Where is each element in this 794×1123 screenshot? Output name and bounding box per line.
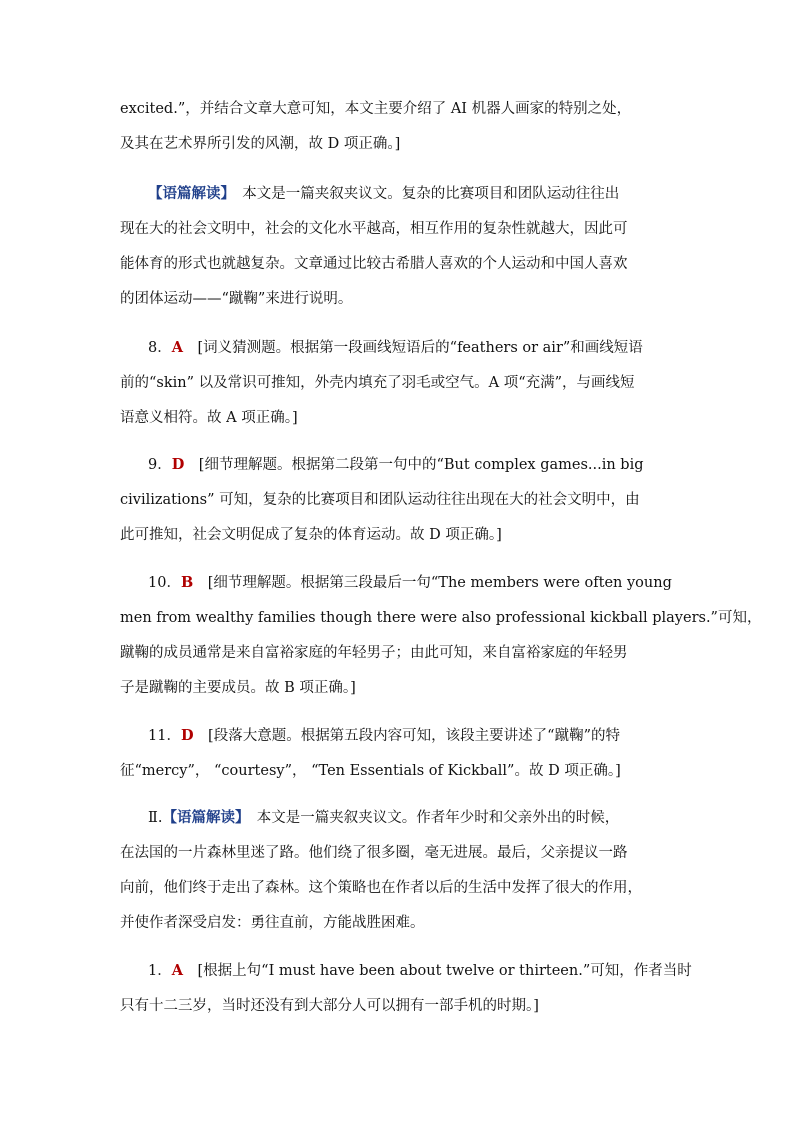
answer-explanation-8 (120, 330, 675, 436)
first-line-text: 本文是一篇夹叙夹议文。复杂的比赛项目和团队运动往往出 (227, 186, 620, 202)
first-line-text: 本文是一篇夹叙夹议文。作者年少时和父亲外出的时候， (242, 810, 620, 826)
text-line: 征“mercy”， “courtesy”， “Ten Essentials of Kickball”。故 D 项正确。] (120, 763, 621, 779)
text-line: 并使作者深受启发：勇往直前，方能战胜困难。 (120, 915, 425, 931)
text-line: 前的“skin” 以及常识可推知，外壳内填充了羽毛或空气。A 项“充满”，与画线短 (120, 375, 635, 391)
answer-letter: D (180, 727, 194, 744)
text-line: 向前，他们终于走出了森林。这个策略也在作者以后的生活中发挥了很大的作用， (120, 880, 642, 896)
continuation-paragraph (120, 92, 675, 162)
text-line: excited.”，并结合文章大意可知，本文主要介绍了 AI 机器人画家的特别之处， (120, 101, 632, 117)
first-line-text: [细节理解题。根据第三段最后一句“The members were often young (193, 575, 672, 591)
text-line (120, 330, 675, 366)
answer-explanation-10 (120, 565, 762, 706)
first-line-text: [根据上句“I must have been about twelve or thirteen.”可知，作者当时 (183, 963, 692, 979)
text-line (120, 565, 675, 601)
answer-letter: A (171, 962, 183, 979)
answer-explanation-9 (120, 447, 675, 553)
first-line-text: [段落大意题。根据第五段内容可知，该段主要讲述了“蹴鞠”的特 (193, 728, 621, 744)
passage-interpretation-paragraph (120, 176, 675, 317)
question-number: 8． (148, 340, 172, 356)
text-line: 只有十二三岁，当时还没有到大部分人可以拥有一部手机的时期。] (120, 998, 539, 1014)
question-number: 1． (148, 963, 172, 979)
text-line (120, 800, 675, 836)
text-line (120, 718, 675, 754)
passage-interpretation-heading: 【语篇解读】 (162, 809, 243, 826)
text-line: 蹴鞠的成员通常是来自富裕家庭的年轻男子；由此可知，来自富裕家庭的年轻男 (120, 645, 628, 661)
first-line-text: [细节理解题。根据第二段第一句中的“But complex games...in big (184, 457, 644, 473)
answer-explanation-11 (120, 718, 675, 789)
text-line (120, 953, 692, 989)
question-number: 11． (148, 728, 181, 744)
question-number: 9． (148, 457, 172, 473)
text-line: civilizations” 可知，复杂的比赛项目和团队运动往往出现在大的社会文明中，由 (120, 492, 640, 508)
answer-explanation-1 (120, 953, 692, 1024)
section-ii-interpretation-paragraph (120, 800, 675, 941)
text-line: 语意义相符。故 A 项正确。] (120, 410, 298, 426)
text-line: 能体育的形式也就越复杂。文章通过比较古希腊人喜欢的个人运动和中国人喜欢 (120, 256, 628, 272)
text-line: 的团体运动——“蹴鞠”来进行说明。 (120, 291, 353, 307)
question-number: 10． (148, 575, 181, 591)
text-line: 子是蹴鞠的主要成员。故 B 项正确。] (120, 680, 356, 696)
text-line: 及其在艺术界所引发的风潮，故 D 项正确。] (120, 136, 401, 152)
text-line: 现在大的社会文明中，社会的文化水平越高，相互作用的复杂性就越大，因此可 (120, 221, 628, 237)
text-line (120, 447, 675, 483)
first-line-text: [词义猜测题。根据第一段画线短语后的“feathers or air”和画线短语 (183, 340, 643, 356)
text-line: 此可推知，社会文明促成了复杂的体育运动。故 D 项正确。] (120, 527, 502, 543)
text-line (120, 176, 675, 212)
text-line: 在法国的一片森林里迷了路。他们绕了很多圈，毫无进展。最后，父亲提议一路 (120, 845, 628, 861)
section-number: Ⅱ. (148, 810, 163, 826)
answer-letter: A (171, 339, 183, 356)
answer-letter: D (171, 456, 185, 473)
passage-interpretation-heading: 【语篇解读】 (148, 185, 228, 202)
text-line: men from wealthy families though there were also professional kickball players.”可知， (120, 610, 762, 626)
answer-letter: B (180, 574, 194, 591)
